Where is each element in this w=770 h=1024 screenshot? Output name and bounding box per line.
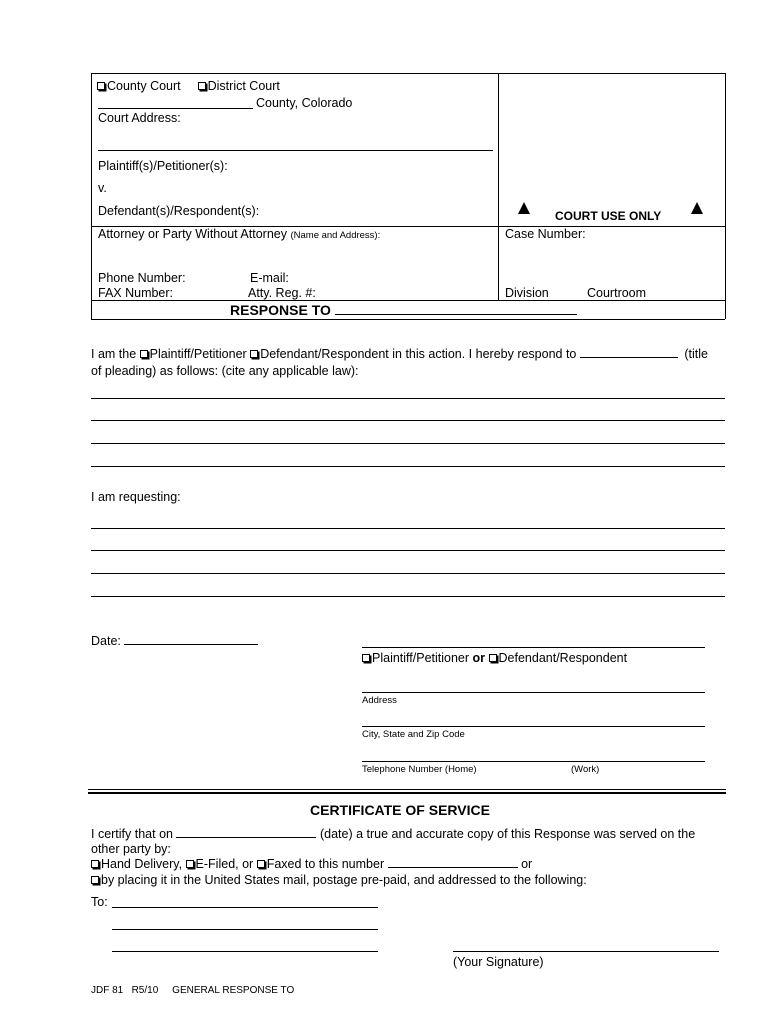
your-signature-field[interactable] [453,951,719,952]
division-label: Division [505,286,549,300]
courtroom-label: Courtroom [587,286,647,300]
pleading-title-blank[interactable] [580,357,678,358]
up-arrow-icon [518,202,530,214]
date-blank[interactable] [124,644,258,645]
up-arrow-icon [691,202,703,214]
signature-field[interactable] [362,647,705,648]
atty-reg-label: Atty. Reg. #: [248,286,316,300]
form-footer-title: GENERAL RESPONSE TO [172,985,295,996]
county-court-label: County Court [107,79,181,93]
fax-number-label: FAX Number: [98,286,174,300]
requesting-label: I am requesting: [91,490,181,504]
address-field[interactable] [362,692,705,693]
e-filed-checkbox[interactable] [186,860,194,868]
service-date-blank[interactable] [176,837,316,838]
delivery-line: Hand Delivery, E-Filed, or Faxed to this number or [91,857,532,871]
versus-label: v. [98,181,107,195]
form-id: JDF 81 [91,985,124,996]
footer [91,985,294,996]
to-address-field[interactable] [112,907,378,908]
date-line: Date: [91,634,258,648]
plaintiff-petitioner-checkbox[interactable] [140,350,148,358]
fax-number-blank[interactable] [388,867,518,868]
to-address-field[interactable] [112,929,378,930]
county-name-field[interactable] [98,108,253,109]
plaintiff-label: Plaintiff(s)/Petitioner(s): [98,159,228,173]
telephone-field[interactable] [362,761,705,762]
district-court-checkbox[interactable] [198,82,206,90]
district-court-label: District Court [207,79,280,93]
phone-number-label: Phone Number: [98,271,186,285]
to-label: To: [91,895,108,909]
your-signature-label: (Your Signature) [453,955,544,969]
form-revision: R5/10 [131,985,159,996]
certificate-heading: CERTIFICATE OF SERVICE [310,802,490,818]
faxed-checkbox[interactable] [257,860,265,868]
sig-defendant-checkbox[interactable] [489,654,497,662]
certify-line: I certify that on (date) a true and accurate copy of this Response was served on the [91,827,696,841]
county-court-checkbox[interactable] [97,82,105,90]
county-colorado-label: County, Colorado [256,96,353,110]
divider [88,792,726,794]
mail-checkbox[interactable] [91,876,99,884]
address-label: Address [362,695,397,706]
hand-delivery-checkbox[interactable] [91,860,99,868]
title-blank[interactable] [335,314,577,315]
sig-plaintiff-checkbox[interactable] [362,654,370,662]
party-type-line: Plaintiff/Petitioner or Defendant/Respondent [362,651,627,665]
court-address-label: Court Address: [98,111,181,125]
email-label: E-mail: [250,271,289,285]
city-state-zip-label: City, State and Zip Code [362,729,465,740]
pleading-line: of pleading) as follows: (cite any applicable law): [91,364,359,378]
form-title: RESPONSE TO [230,302,577,318]
court-address-field[interactable] [98,150,493,151]
defendant-label: Defendant(s)/Respondent(s): [98,204,260,218]
attorney-note: (Name and Address): [290,230,381,241]
to-address-field[interactable] [112,951,378,952]
other-party-line: other party by: [91,842,171,856]
telephone-home-label: Telephone Number (Home) [362,764,477,775]
case-number-label: Case Number: [505,227,586,241]
work-label: (Work) [571,764,600,775]
attorney-label: Attorney or Party Without Attorney [98,227,287,241]
respond-line: I am the Plaintiff/Petitioner Defendant/Respondent in this action. I hereby respond to (title [91,347,708,361]
mail-line: by placing it in the United States mail, postage pre-paid, and addressed to the following: [91,873,587,887]
defendant-respondent-checkbox[interactable] [250,350,258,358]
court-use-only-label: COURT USE ONLY [555,209,662,223]
city-state-zip-field[interactable] [362,726,705,727]
divider [88,789,726,790]
